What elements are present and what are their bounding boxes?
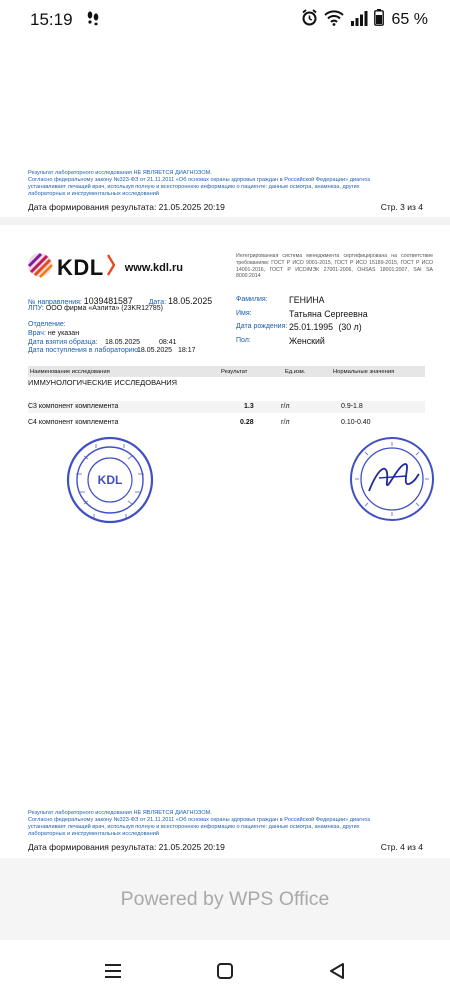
lpu-row: ЛПУ: ООО фирма «Аэлита» (23KR12785): [28, 305, 163, 312]
generated-date: Дата формирования результата: 21.05.2025 20:19: [28, 202, 225, 212]
section-title: ИММУНОЛОГИЧЕСКИЕ ИССЛЕДОВАНИЯ: [28, 378, 178, 387]
doctor-stamp-right: [349, 436, 435, 527]
received-date: 18.05.2025: [137, 347, 173, 354]
kdl-site: www.kdl.ru: [124, 261, 183, 274]
table-row: [28, 401, 425, 413]
wps-banner: [0, 858, 450, 940]
lpu-value: ООО фирма «Аэлита» (23KR12785): [45, 305, 163, 312]
page-4: [0, 225, 450, 858]
sample-date: 18.05.2025: [105, 339, 141, 346]
stamp-center-text: KDL: [97, 473, 123, 487]
back-icon[interactable]: [322, 956, 352, 986]
wps-text: Powered by WPS Office: [120, 887, 330, 910]
alarm-icon: [301, 9, 318, 31]
name-row: Имя:: [236, 310, 252, 317]
kdl-logo-text: KDL: [57, 254, 104, 280]
sample-time: 08:41: [159, 339, 177, 346]
wifi-icon: [324, 10, 344, 31]
row-result: 0.28: [240, 419, 254, 426]
status-time: 15:19: [30, 10, 73, 29]
row-result: 1.3: [244, 403, 254, 410]
lab-stamp-left: [66, 436, 154, 529]
results-table-header: Наименование исследования Результат Ед.изм. Нормальные значения: [28, 366, 425, 377]
kdl-logo: [27, 252, 183, 283]
birth-row: Дата рождения:: [236, 323, 288, 330]
row-name: С4 компонент комплемента: [28, 419, 119, 426]
battery-icon: [374, 9, 384, 31]
menu-icon[interactable]: [98, 956, 128, 986]
row-norm: 0.9-1.8: [341, 403, 363, 410]
page-number: Стр. 3 из 4: [380, 202, 423, 212]
page-3-footer-line: [28, 202, 423, 212]
chevron-right-icon: [107, 254, 115, 281]
department-row: Отделение:: [28, 321, 66, 328]
page-3-bottom: [0, 40, 450, 217]
doctor-row: Врач: не указан: [28, 330, 80, 337]
sample-date-row: Дата взятия образца: 18.05.2025 08:41: [28, 339, 177, 346]
row-unit: г/л: [281, 403, 290, 410]
order-date: 18.05.2025: [168, 296, 213, 306]
sex-value: Женский: [289, 336, 325, 346]
table-row: [28, 417, 425, 429]
footprints-icon: [85, 10, 101, 31]
battery-percent: 65 %: [391, 11, 428, 28]
order-number-row: № направления: 1039481587 Дата: 18.05.2025: [28, 296, 213, 306]
signal-icon: [350, 10, 368, 31]
page-number: Стр. 4 из 4: [380, 842, 423, 852]
order-number: 1039481587: [83, 296, 133, 306]
iso-certification: Интегрированная система менеджмента сертифицирована на соответствие требованиям: ГОСТ Р ИСО 9001-2015, ГОСТ Р ИСО 15189-2015, ГОСТ Р ИСО 14001-2016, ГОСТ Р ИСО/МЭК 27001-2006, OHSAS 18001:2007, SAI SA 8000:2014: [236, 253, 433, 280]
surname-row: Фамилия:: [236, 296, 268, 303]
doctor-value: не указан: [47, 330, 80, 337]
surname-value: ГЕНИНА: [289, 295, 325, 305]
generated-date: Дата формирования результата: 21.05.2025 20:19: [28, 842, 225, 852]
home-icon[interactable]: [210, 956, 240, 986]
birth-value: 25.01.1995 (30 л): [289, 322, 362, 332]
page-4-disclaimer: Результат лабораторного исследования НЕ ЯВЛЯЕТСЯ ДИАГНОЗОМ. Согласно федеральному закону №323-ФЗ от 21.11.2011 «Об основах охраны здоровья граждан в Российской Федерации» диагноз устанавливает лечащий врач, используя полную и всестороннюю информацию о пациенте: данные осмотра, анамнеза, других лабораторных и инструментальных исследований: [28, 810, 370, 837]
name-value: Татьяна Сергеевна: [289, 309, 368, 319]
row-name: С3 компонент комплемента: [28, 403, 119, 410]
status-bar: [0, 0, 450, 40]
row-norm: 0.10-0.40: [341, 419, 371, 426]
received-date-row: Дата поступления в лабораторию: 18.05.2025 18:17: [28, 347, 196, 354]
received-time: 18:17: [178, 347, 196, 354]
row-unit: г/л: [281, 419, 290, 426]
sex-row: Пол:: [236, 337, 251, 344]
page-3-disclaimer: Результат лабораторного исследования НЕ ЯВЛЯЕТСЯ ДИАГНОЗОМ. Согласно федеральному закону №323-ФЗ от 21.11.2011 «Об основах охраны здоровья граждан в Российской Федерации» диагноз устанавливает лечащий врач, используя полную и всестороннюю информацию о пациенте: данные осмотра, анамнеза, других лабораторных и инструментальных исследований: [28, 170, 370, 197]
page-4-footer-line: [28, 842, 423, 852]
kdl-logo-icon: [27, 252, 53, 283]
navigation-bar: [0, 940, 450, 1000]
page-gap: [0, 217, 450, 225]
